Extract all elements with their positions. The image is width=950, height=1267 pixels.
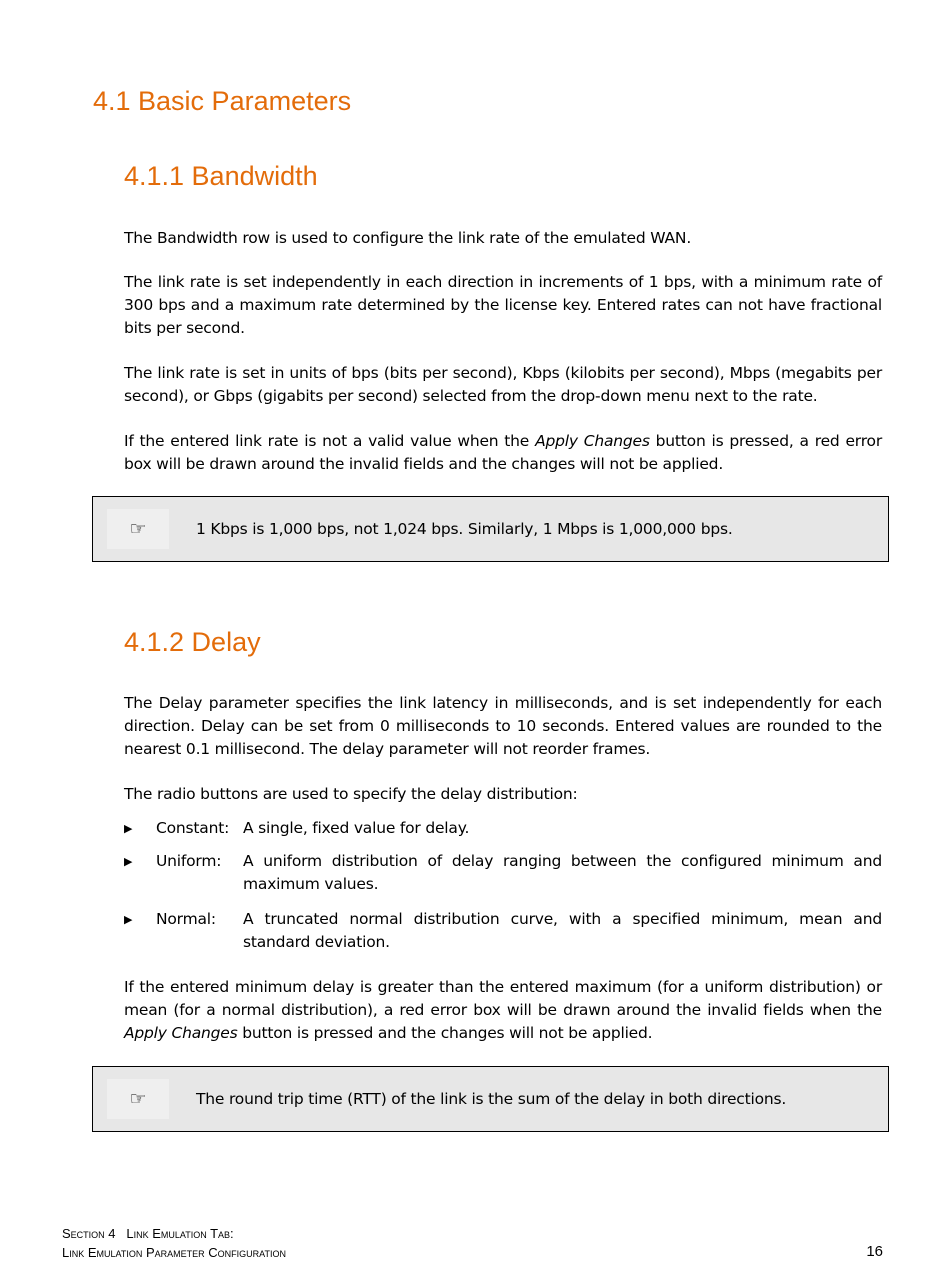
- bandwidth-paragraph-1: The Bandwidth row is used to configure the link rate of the emulated WAN.: [124, 229, 692, 247]
- bandwidth-paragraph-2: The link rate is set independently in each direction in increments of 1 bps, with a minimum rate of 300 bps and a maximum rate determined by the license key. Entered rates can not have fractional bits per second.: [124, 273, 882, 337]
- list-item: [124, 908, 882, 954]
- bandwidth-note-box: [92, 496, 889, 562]
- pointing-hand-icon: ☞: [107, 1079, 169, 1119]
- paragraph-text: button is pressed and the changes will not be applied.: [237, 1024, 653, 1042]
- list-item-term: Constant:: [156, 819, 230, 837]
- delay-paragraph-1: The Delay parameter specifies the link latency in milliseconds, and is set independently for each direction. Delay can be set from 0 milliseconds to 10 seconds. Entered values are rounded to the nearest 0.1 millisecond. The delay parameter will not reorder frames.: [124, 694, 882, 758]
- paragraph-text: If the entered link rate is not a valid value when the: [124, 432, 536, 450]
- bandwidth-paragraph-4: [124, 430, 882, 476]
- list-item-description: A single, fixed value for delay.: [243, 819, 470, 837]
- list-item-term: Normal:: [156, 910, 216, 928]
- delay-note-text: The round trip time (RTT) of the link is the sum of the delay in both directions.: [196, 1090, 787, 1108]
- apply-changes-label: Apply Changes: [535, 432, 650, 450]
- bandwidth-note-text: 1 Kbps is 1,000 bps, not 1,024 bps. Similarly, 1 Mbps is 1,000,000 bps.: [196, 520, 733, 538]
- list-item-description: A uniform distribution of delay ranging between the configured minimum and maximum values.: [243, 852, 882, 893]
- page-footer: [62, 1224, 286, 1262]
- footer-section-line: Section 4 Link Emulation Tab:: [62, 1226, 234, 1241]
- apply-changes-label: Apply Changes: [124, 1024, 238, 1042]
- bandwidth-heading: 4.1.1 Bandwidth: [124, 161, 318, 191]
- paragraph-text: button is pressed, a red error box will be drawn around the invalid fields and the changes will not be applied.: [124, 432, 882, 473]
- bullet-arrow-icon: ▶: [124, 913, 133, 926]
- bandwidth-paragraph-3: The link rate is set in units of bps (bits per second), Kbps (kilobits per second), Mbps (megabits per second), or Gbps (gigabits per second) selected from the drop-down menu next to the rate.: [124, 364, 882, 405]
- list-item-description: A truncated normal distribution curve, with a specified minimum, mean and standard deviation.: [243, 910, 882, 951]
- list-item: [124, 817, 882, 840]
- section-heading: 4.1 Basic Parameters: [93, 86, 352, 116]
- delay-paragraph-2: The radio buttons are used to specify the delay distribution:: [124, 785, 578, 803]
- bullet-arrow-icon: ▶: [124, 855, 133, 868]
- page-number: 16: [866, 1243, 883, 1260]
- paragraph-text: If the entered minimum delay is greater than the entered maximum (for a uniform distribution) or mean (for a normal distribution), a red error box will be drawn around the invalid fields when the: [124, 978, 882, 1019]
- pointing-hand-icon: ☞: [107, 509, 169, 549]
- footer-title-line: Link Emulation Parameter Configuration: [62, 1245, 286, 1260]
- list-item-term: Uniform:: [156, 852, 222, 870]
- bullet-arrow-icon: ▶: [124, 822, 133, 835]
- delay-note-box: [92, 1066, 889, 1132]
- list-item: [124, 850, 882, 896]
- delay-paragraph-3: [124, 976, 882, 1045]
- delay-heading: 4.1.2 Delay: [124, 627, 261, 657]
